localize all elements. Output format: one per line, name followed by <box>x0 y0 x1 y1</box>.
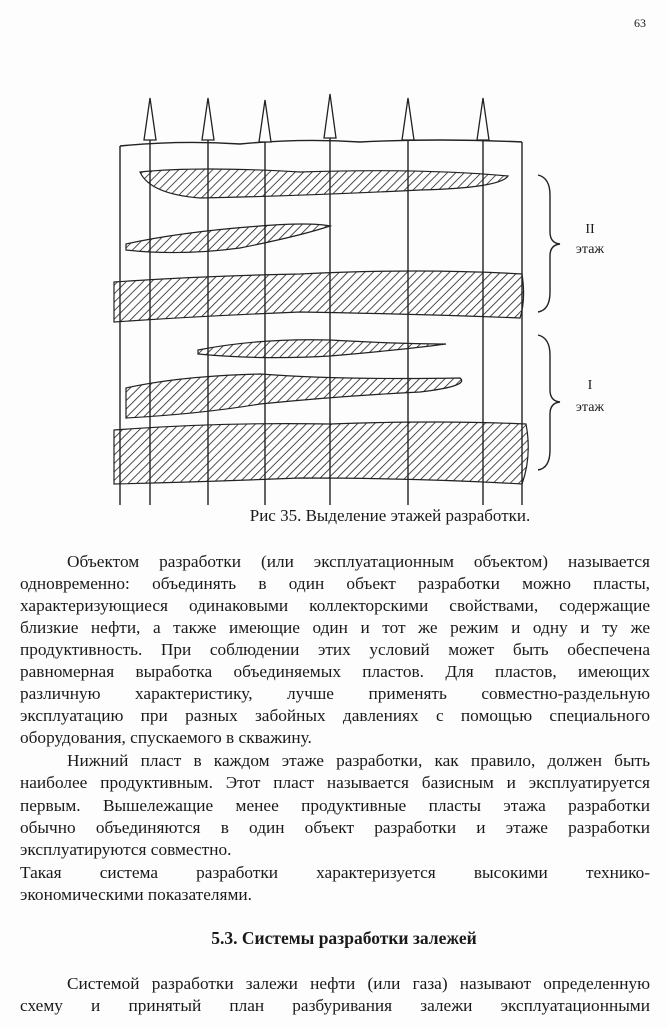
text-line: Нижний пласт в каждом этаже разработки, как правило, должен быть <box>67 751 650 770</box>
layer-4 <box>198 340 446 358</box>
layer-2 <box>126 224 330 253</box>
layer-5 <box>126 374 462 418</box>
brace-floor-2 <box>538 175 560 312</box>
layer-6 <box>114 422 528 484</box>
layer-1 <box>140 169 508 198</box>
text-line: Объектом разработки (или эксплуатационным объектом) называется <box>67 552 650 571</box>
text-line: продуктивность. При соблюдении этих условий может быть обеспечена <box>20 640 650 659</box>
figure-caption: Рис 35. Выделение этажей разработки. <box>249 506 531 525</box>
text-line: схему и принятый план разбуривания залежи эксплуатационными <box>20 996 650 1015</box>
layer-3 <box>114 271 524 322</box>
text-line: эксплуатируются совместно. <box>20 840 232 859</box>
text-line: Системой разработки залежи нефти (или газа) называют определенную <box>67 974 650 993</box>
text-line: различную характеристику, лучше применять совместно-раздельную <box>20 684 650 703</box>
text-line: эксплуатацию при разных забойных давлениях с помощью специального <box>20 706 650 725</box>
text-line: обычно объединяются в один объект разработки и этаже разработки <box>20 818 650 837</box>
floor-1-numeral: I <box>587 378 593 393</box>
text-line: характеризующиеся одинаковыми коллекторскими свойствами, содержащие <box>20 596 650 615</box>
well-arrows <box>144 94 489 142</box>
text-line: одновременно: объединять в один объект разработки можно пласты, <box>20 574 650 593</box>
floor-1-word: этаж <box>575 400 605 415</box>
text-line: равномерная выработка объединяемых пластов. Для пластов, имеющих <box>20 662 650 681</box>
brace-floor-1 <box>538 335 560 470</box>
floor-2-numeral: II <box>585 222 595 237</box>
text-line: Такая система разработки характеризуется высокими технико- <box>20 863 650 882</box>
text-line: наиболее продуктивным. Этот пласт называется базисным и эксплуатируется <box>20 773 650 792</box>
text-line: первым. Вышележащие менее продуктивные пласты этажа разработки <box>20 796 650 815</box>
page-number: 63 <box>634 16 646 30</box>
section-heading: 5.3. Системы разработки залежей <box>211 928 477 948</box>
ground-surface <box>120 140 522 146</box>
text-line: экономическими показателями. <box>20 885 252 904</box>
text-line: оборудования, спускаемого в скважину. <box>20 728 312 747</box>
text-line: близкие нефти, а также имеющие один и тот же режим и одну и ту же <box>20 618 650 637</box>
floor-2-word: этаж <box>575 242 605 257</box>
